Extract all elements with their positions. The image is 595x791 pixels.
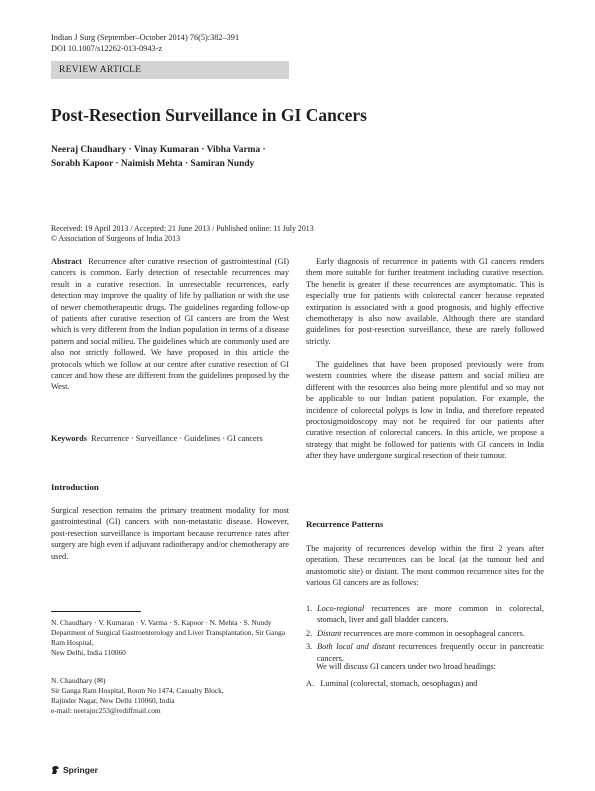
keywords-label: Keywords — [51, 434, 87, 443]
recurrence-patterns-heading: Recurrence Patterns — [306, 519, 384, 529]
author-line-2: Sorabh Kapoor · Naimish Mehta · Samiran Nundy — [51, 159, 255, 169]
keywords-text: Recurrence · Surveillance · Guidelines · GI cancers — [91, 434, 263, 443]
abstract-text: Recurrence after curative resection of gastrointestinal (GI) cancers is common. Early detection of resectable recurrences may result in a curative resection. In unresectable recurrences, early detection may improve the quality of life by palliation or with the use of newer chemotherapeutic drugs. The guidelines regarding follow-up of patients after curative resection of GI cancers are from the West which is very different from the Indian population in terms of a disease pattern and social milieu. The guidelines which are commonly used are also not strictly followed. We have proposed in this article the protocols which we follow at our centre after curative resection of GI cancer and how these are different from the guidelines proposed by the West. — [51, 257, 289, 392]
publisher-name: Springer — [63, 765, 98, 775]
article-title: Post-Resection Surveillance in GI Cancers — [51, 105, 367, 125]
heading-a-label: A. — [306, 679, 315, 688]
journal-citation: Indian J Surg (September–October 2014) 76(5):382–391 — [51, 33, 240, 42]
abstract — [51, 256, 289, 393]
list-item: 1. Loco-regional recurrences are more common in colorectal, stomach, liver and gall bladder cancers. — [306, 604, 544, 625]
keywords — [51, 433, 289, 444]
affiliation-city: New Delhi, India 110060 — [51, 647, 126, 657]
publisher-logo — [51, 764, 98, 776]
correspondence-email: e-mail: neerajnc253@rediffmail.com — [51, 705, 161, 715]
author-list — [51, 143, 341, 171]
list-item: 3. Both local and distant recurrences frequently occur in pancreatic cancers. — [306, 642, 544, 663]
correspondence-name: N. Chaudhary (✉) — [51, 676, 106, 685]
correspondence-block — [51, 676, 289, 716]
footnote-divider — [51, 611, 141, 612]
author-line-1: Neeraj Chaudhary · Vinay Kumaran · Vibha Varma · — [51, 145, 266, 155]
article-type-label: REVIEW ARTICLE — [59, 65, 142, 75]
introduction-heading: Introduction — [51, 482, 99, 492]
list-item: 2. Distant recurrences are more common in oesophageal cancers. — [306, 628, 525, 638]
body-paragraph-1: Early diagnosis of recurrence in patients with GI cancers renders them more suitable for further treatment including curative resection. The benefit is greater if these recurrences are asymptomatic. This is especially true for patients with colorectal cancer because repeated extirpation is associated with a good prognosis, and highly effective chemotherapy is also now available. Although there are standard guidelines for post-resection surveillance, these are rarely followed strictly. — [306, 257, 544, 346]
affiliation-names: N. Chaudhary · V. Kumaran · V. Varma · S. Kapoor · N. Mehta · S. Nundy — [51, 618, 272, 627]
heading-a-line — [306, 678, 544, 689]
correspondence-address-1: Sir Ganga Ram Hospital, Room No 1474, Casualty Block, — [51, 685, 224, 695]
body-paragraph-2: The guidelines that have been proposed previously were from western countries where the disease pattern and social milieu are different with the resources also being more plentiful and so may not be applicable to our Indian patient population. For example, the incidence of colorectal polyps is low in India, and therefore repeated proctosigmoidoscopy may not be required for our patients after curative resection of colorectal cancers. In this article, we propose a strategy that might be followed for patients with GI cancers in India after they have undergone surgical resection of their tumour. — [306, 360, 544, 461]
abstract-label: Abstract — [51, 257, 82, 266]
headings-intro-text: We will discuss GI cancers under two broad headings: — [316, 662, 496, 671]
recurrence-list — [306, 603, 544, 666]
copyright-notice: © Association of Surgeons of India 2013 — [51, 234, 181, 243]
recurrence-patterns-text: The majority of recurrences develop within the first 2 years after operation. These recurrences can be local (at the tumour bed and anastomotic site) or distant. The most common recurrence sites for the various GI cancers are as follows: — [306, 544, 544, 588]
publication-dates: Received: 19 April 2013 / Accepted: 21 June 2013 / Published online: 11 July 2013 — [51, 224, 314, 233]
affiliation-department: Department of Surgical Gastroenterology and Liver Transplantation, Sir Ganga Ram Hospital, — [51, 627, 286, 647]
correspondence-address-2: Rajinder Nagar, New Delhi 110060, India — [51, 695, 175, 705]
affiliation-block — [51, 618, 289, 658]
doi: DOI 10.1007/s12262-013-0943-z — [51, 44, 163, 53]
heading-a-text: Luminal (colorectal, stomach, oesophagus) and — [320, 679, 478, 688]
springer-horse-icon — [51, 765, 60, 775]
introduction-text: Surgical resection remains the primary treatment modality for most gastrointestinal (GI) cancers with non-metastatic disease. However, post-resection surveillance is important because recurrence rates after surgery are high even if adjuvant radiotherapy and/or chemotherapy are used. — [51, 506, 289, 561]
